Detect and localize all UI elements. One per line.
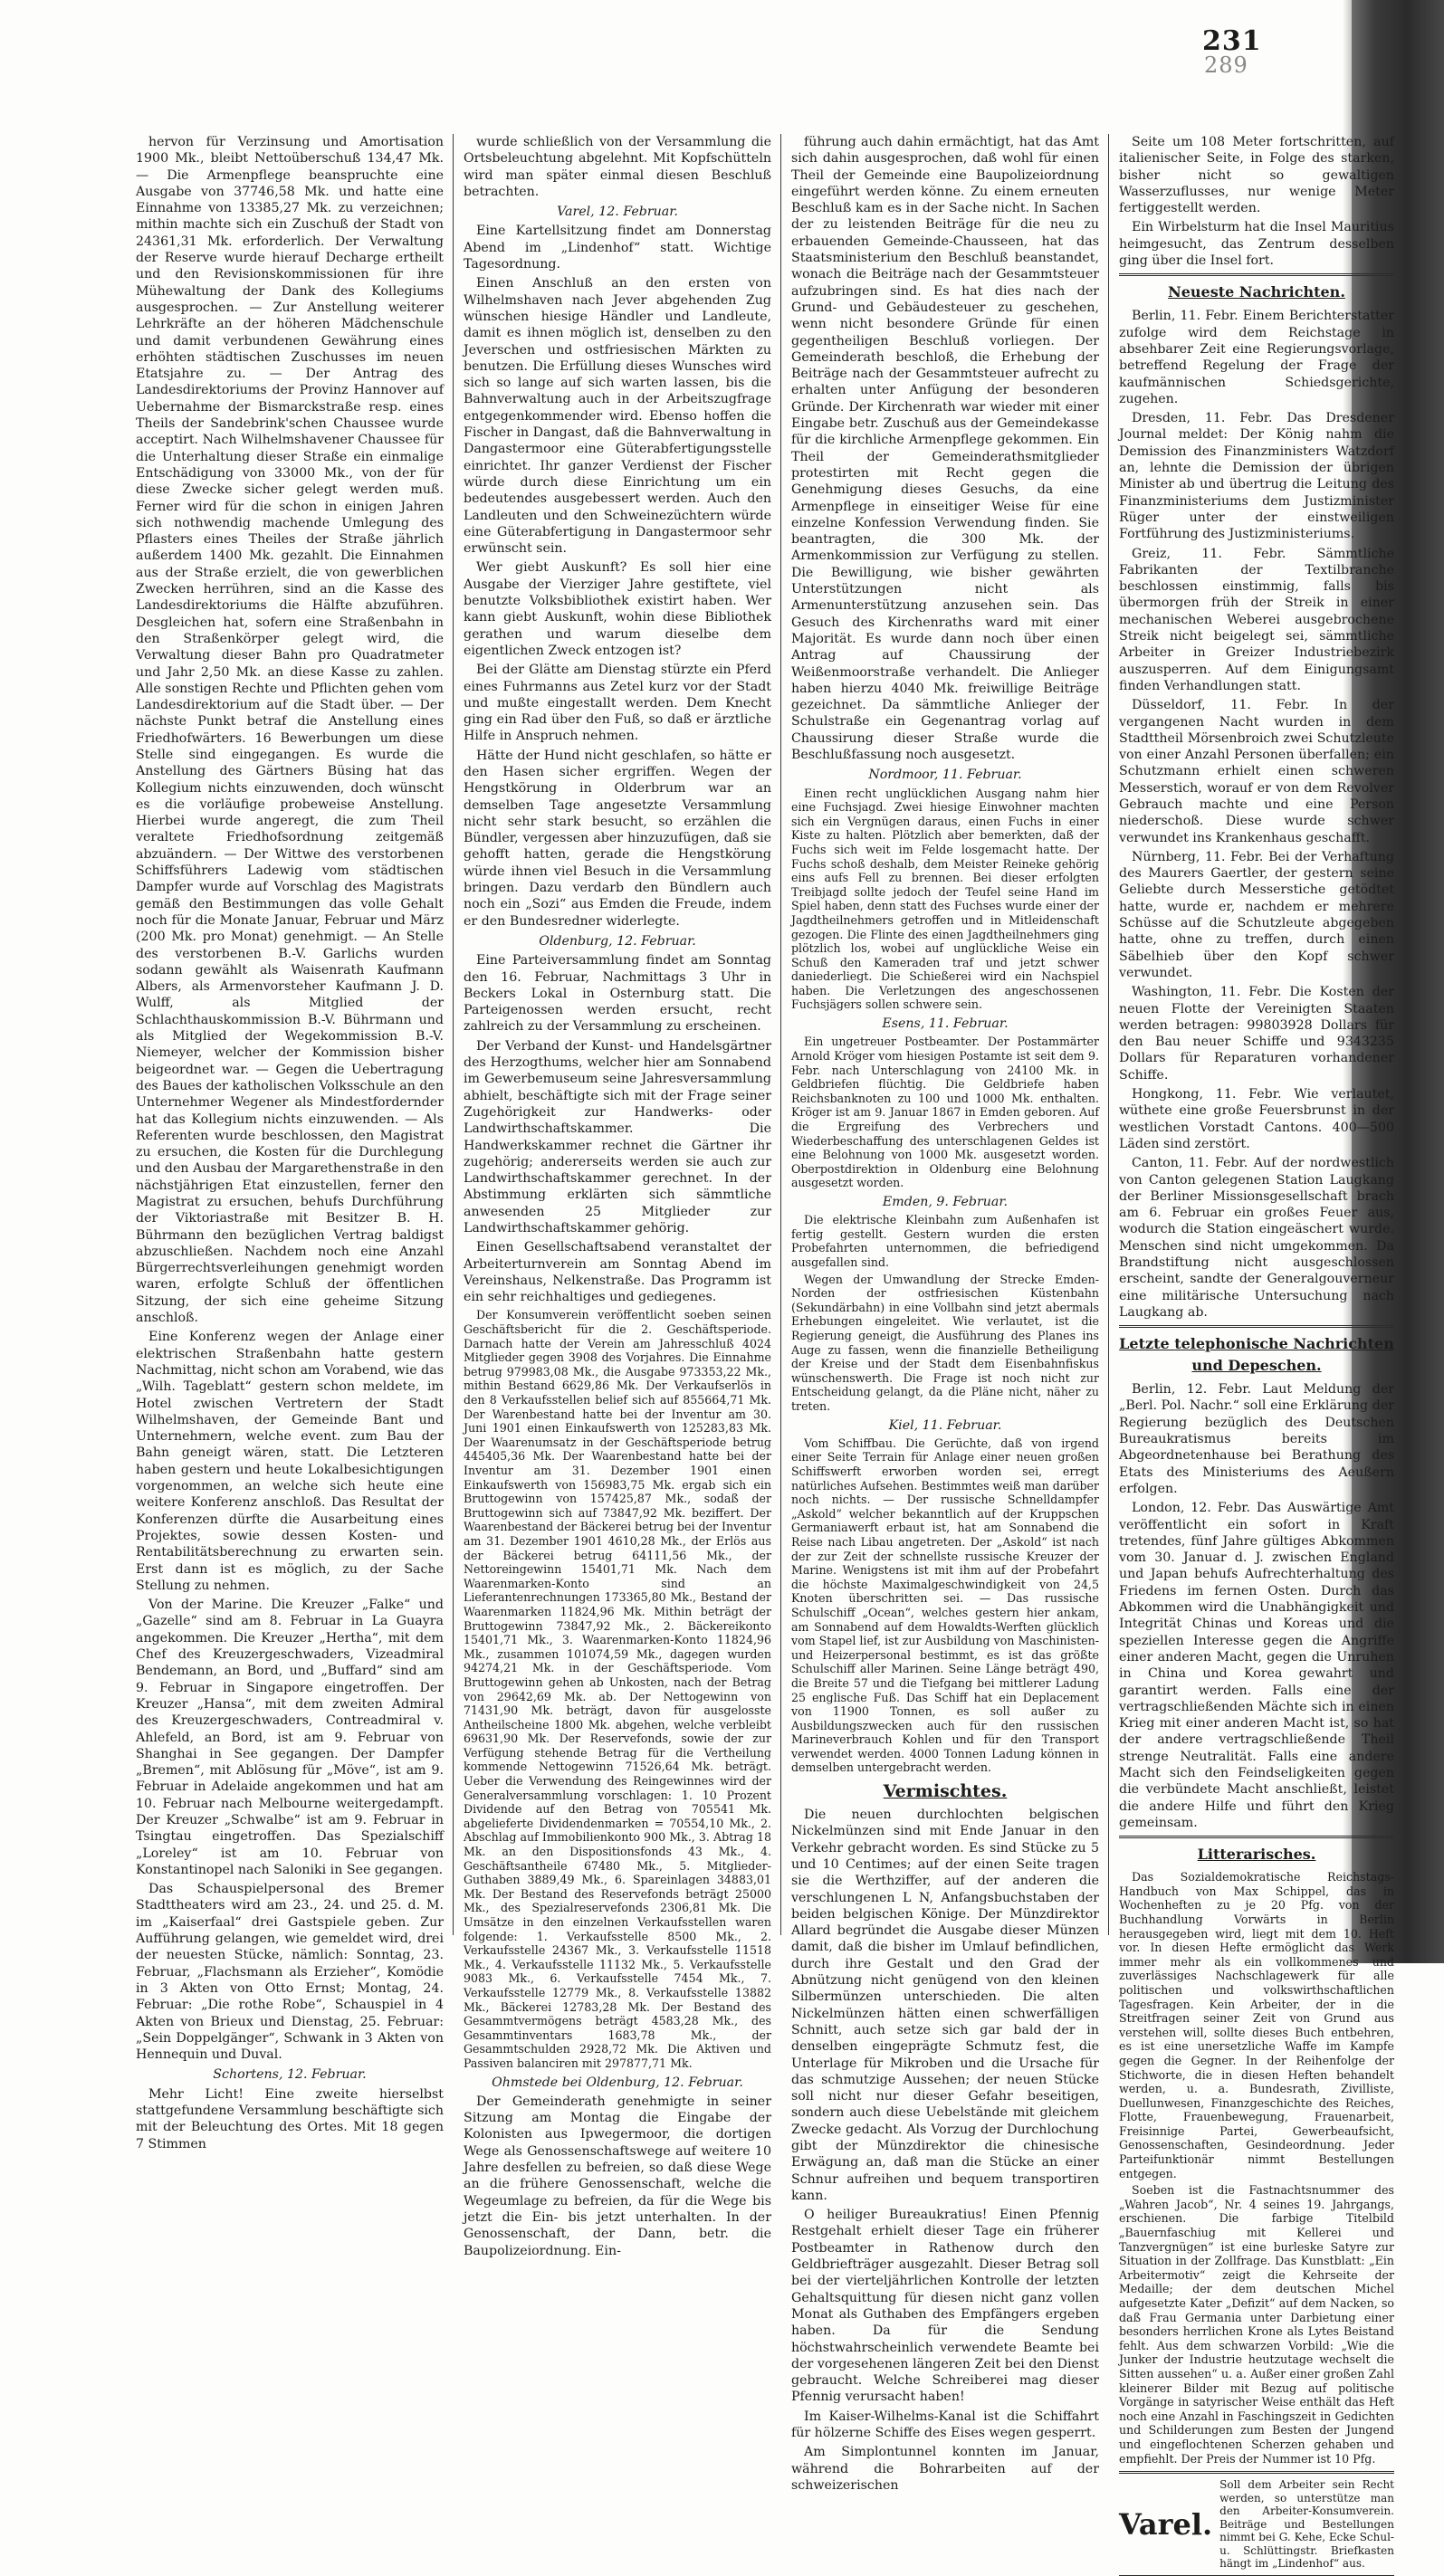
article-paragraph: Der Verband der Kunst- und Handelsgärtner des Herzogthums, welcher hier am Sonnabend im Gewerbemuseum seine Jahresversammlung abhielt, beschäftigte sich mit der Frage seiner Zugehörigkeit zur Handwerks- oder Landwirthschaftskammer. Die Handwerkskammer rechnet die Gärtner ihr zugehörig; andererseits werden sie auch zur Landwirthschaftskammer gerechnet. In der Abstimmung erklärten sich sämmtliche anwesenden 25 Mitglieder zur Landwirthschaftskammer gehörig. — [464, 1038, 771, 1236]
article-paragraph: Mehr Licht! Eine zweite hierselbst stattgefundene Versammlung beschäftigte sich mit der Beleuchtung des Ortes. Mit 18 gegen 7 Stimmen — [136, 2086, 444, 2151]
article-paragraph: Am Simplontunnel konnten im Januar, während die Bohrarbeiten auf der schweizerischen — [791, 2445, 1099, 2493]
section-heading: Vermischtes. — [883, 1781, 1008, 1802]
section-heading: Litterarisches. — [1197, 1846, 1316, 1864]
article-paragraph: Einen Anschluß an den ersten von Wilhelmshaven nach Jever abgehenden Zug wünschen hiesige Händler und Landleute, damit es ihnen möglich ist, denselben zu den Jeverschen und ostfriesischen Märkten zu benutzen. Die Erfüllung dieses Wunsches wird sich so lange auf sich warten lassen, bis die Bahnverwaltung auch in der Arbeitszugfrage entgegenkommender wird. Ebenso hoffen die Fischer in Dangast, daß die Bahnverwaltung in Dangastermoor eine Güterabfertigungsstelle einrichtet. Ihr ganzer Verdienst der Fischer würde durch diese Einrichtung um ein bedeutendes ausgebessert werden. Auch den Landleuten und den Schweinezüchtern würde eine Güterabfertigung in Dangastermoor sehr erwünscht sein. — [464, 276, 771, 557]
dateline: Nordmoor, 11. Februar. — [868, 768, 1022, 783]
advertisement-text: Soll dem Arbeiter sein Recht werden, so unterstütze man den Arbeiter-Konsumverein. Beiträge und Bestellungen nimmt bei G. Kehe, Ecke Schul- u. Schlüttingstr. Briefkasten hängt im „Lindenhof“ aus. — [1219, 2478, 1394, 2571]
article-paragraph: Der Konsumverein veröffentlicht soeben seinen Geschäftsbericht für die 2. Geschäftsperiode. Darnach hatte der Verein am Jahresschluß 4024 Mitglieder gegen 3908 des Vorjahres. Die Einnahme betrug 979983,08 Mk., die Ausgabe 973353,22 Mk., mithin Bestand 6629,86 Mk. Der Verkaufserlös in den 8 Verkaufsstellen belief sich auf 855664,71 Mk. Der Warenbestand hatte bei der Inventur am 30. Juni 1901 einen Einkaufswerth von 125283,83 Mk. Der Waarenumsatz in der Geschäftsperiode betrug 445405,36 Mk. Der Waarenbestand hatte bei der Inventur am 31. Dezember 1901 einen Einkaufswerth von 156983,75 Mk. ergab sich ein Bruttogewinn von 157425,87 Mk., sodaß der Bruttogewinn sich auf 73847,92 Mk. beziffert. Der Waarenbestand der Bäckerei betrug bei der Inventur am 31. Dezember 1901 4610,28 Mk., der Erlös aus der Bäckerei betrug 64111,56 Mk., der Nettoreingewinn 15401,71 Mk. Nach dem Waarenmarken-Konto sind an Lieferantenrechnungen 173365,80 Mk., Bestand der Waarenmarken 11824,96 Mk. Mithin beträgt der Bruttogewinn 73847,92 Mk., 2. Bäckereikonto 15401,71 Mk., 3. Waarenmarken-Konto 11824,96 Mk., zusammen 101074,59 Mk., dagegen wurden 94274,21 Mk. in der Geschäftsperiode. Vom Bruttogewinn gehen ab Unkosten, nach der Betrag von 29642,69 Mk. ab. Der Nettogewinn von 71431,90 Mk. beträgt, davon für ausgelosste Antheilscheine 1800 Mk. abgehen, welche verbleibt 69631,90 Mk. Der Reservefonds, sowie der zur Verfügung stehende Betrag für die Vertheilung kommende Nettogewinn 71526,64 Mk. beträgt. Ueber die Verwendung des Reingewinnes wird der Generalversammlung vorschlagen: 1. 10 Prozent Dividende auf den Betrag von 705541 Mk. abgelieferte Dividendenmarken = 70554,10 Mk., 2. Abschlag auf Immobilienkonto 900 Mk., 3. Abtrag 18 Mk. an den Dispositionsfonds 43 Mk., 4. Geschäftsantheile 67480 Mk., 5. Mitglieder-Guthaben 3889,49 Mk., 6. Spareinlagen 34883,01 Mk. Der Bestand des Reservefonds beträgt 25000 Mk., des Spezialreservefonds 2306,81 Mk. Die Umsätze in den einzelnen Verkaufsstellen waren folgende: 1. Verkaufsstelle 8500 Mk., 2. Verkaufsstelle 24367 Mk., 3. Verkaufsstelle 11518 Mk., 4. Verkaufsstelle 11132 Mk., 5. Verkaufsstelle 9083 Mk., 6. Verkaufsstelle 7454 Mk., 7. Verkaufsstelle 12779 Mk., 8. Verkaufsstelle 13882 Mk., Bäckerei 12783,28 Mk. Der Bestand des Gesammtvermögens beträgt 4583,28 Mk., des Gesammtinventars 1683,78 Mk., der Gesammtschulden 2928,72 Mk. Die Aktiven und Passiven balanciren mit 297877,71 Mk. — [464, 1308, 771, 2070]
section-rule — [1119, 1325, 1394, 1328]
article-paragraph: Einen recht unglücklichen Ausgang nahm hier eine Fuchsjagd. Zwei hiesige Einwohner machten sich ein Vergnügen daraus, einen Fuchs in einer Kiste zu halten. Plötzlich aber bemerkten, daß der Fuchs sich weit im Felde losgemacht hatte. Der Fuchs schoß deshalb, dem Meister Reineke gehörig eins aufs Fell zu brennen. Bei dieser erfolgten Treibjagd sollte jedoch der Teufel seine Hand im Spiel haben, denn statt des Fuchses wurde einer der Jagdtheilnehmers getroffen und in Mitleidenschaft gezogen. Die Flinte des einen Jagdtheilnehmers ging plötzlich los, wobei auf unglückliche Weise ein Schuß den Kameraden traf und jetzt schwer daniederliegt. Die Schießerei wird ein Nachspiel haben. Die Verletzungen des angeschossenen Fuchsjägers sollen schwere sein. — [791, 786, 1099, 1012]
article-paragraph: Im Kaiser-Wilhelms-Kanal ist die Schiffahrt für hölzerne Schiffe des Eises wegen gesperrt. — [791, 2409, 1099, 2441]
dateline: Esens, 11. Februar. — [882, 1016, 1009, 1032]
column-2 — [464, 134, 771, 2258]
article-paragraph: Hätte der Hund nicht geschlafen, so hätte er den Hasen sicher ergriffen. Wegen der Hengstkörung in Olderbrum war an demselben Tage angesetzte Versammlung nicht sehr stark besucht, so erzählen die Bündler, vergessen aber hinzuzufügen, daß sie gehofft hatten, gerade die Hengstkörung würde ihnen viel Besuch in die Versammlung bringen. Dazu verdarb den Bündlern auch noch ein „Sozi“ aus Emden die Freude, indem er den Bundesredner widerlegte. — [464, 748, 771, 929]
article-paragraph: London, 12. Febr. Das Auswärtige Amt veröffentlicht ein sofort in Kraft tretendes, fünf Jahre gültiges Abkommen vom 30. Januar d. J. zwischen England und Japan behufs Aufrechterhaltung des Friedens im fernen Osten. Durch das Abkommen wird die Unabhängigkeit und Integrität Chinas und Koreas und die speziellen Interesse gegen die Angriffe einer anderen Macht, gegen die Unruhen in China und Korea gewahrt und garantirt werden. Falls eine der vertragschließenden Mächte sich in einen Krieg mit einer anderen Macht ist, so hat der andere vertragschließende Theil strenge Neutralität. Falls eine andere Macht sich den Feindseligkeiten gegen die verbündete Macht anschließt, leistet die andere Hilfe und führt den Krieg gemeinsam. — [1119, 1501, 1394, 1830]
article-paragraph: Berlin, 12. Febr. Laut Meldung der „Berl. Pol. Nachr.“ soll eine Erklärung der Regierung bezüglich des Deutschen Bureaukratismus bereits im Abgeordnetenhause bei Berathung des Etats des Ministeriums des Aeußern erfolgen. — [1119, 1382, 1394, 1496]
article-paragraph: Dresden, 11. Febr. Das Dresdener Journal meldet: Der König nahm die Demission des Finanzministers Watzdorf an, lehnte die Demission der übrigen Minister ab und übertrug die Leitung des Finanzministeriums dem Justizminister Rüger unter der einstweiligen Fortführung des Justizministeriums. — [1119, 411, 1394, 542]
dateline: Schortens, 12. Februar. — [213, 2067, 367, 2083]
article-paragraph: wurde schließlich von der Versammlung die Ortsbeleuchtung abgelehnt. Mit Kopfschütteln wird man später einmal diesen Beschluß betrachten. — [464, 135, 771, 199]
column-divider — [453, 134, 454, 1935]
article-paragraph: Washington, 11. Febr. Die Kosten der neuen Flotte der Vereinigten Staaten werden betragen: 99803928 Dollars für den Bau neuer Schiffe und 9343235 Dollars für Reparaturen vorhandener Schiffe. — [1119, 985, 1394, 1083]
article-paragraph: Der Gemeinderath genehmigte in seiner Sitzung am Montag die Eingabe der Kolonisten aus Ipwegermoor, die dortigen Wege als Genossenschaftswege auf weitere 10 Jahre desfellen zu befreien, so daß diese Wege an die frühere Genossenschaft, welche die Wegeumlage zu befreien, da für die Wege bis jetzt die Ein- bis jetzt unterhalten. In der Genossenschaft, der Dann, betr. die Baupolizeiordnung. Ein- — [464, 2094, 771, 2258]
column-divider — [780, 134, 781, 1935]
column-3 — [791, 134, 1100, 2493]
dateline: Ohmstede bei Oldenburg, 12. Februar. — [492, 2075, 743, 2090]
article-paragraph: führung auch dahin ermächtigt, hat das Amt sich dahin ausgesprochen, daß wohl für einen Theil der Gemeinde eine Baupolizeiordnung eingeführt werden könne. Zu einem erneuten Beschluß kam es in der Sache nicht. In Sachen der zu leistenden Beiträge für die neu zu erbauenden Gemeinde-Chausseen, hat das Staatsministerium den Beschluß beanstandet, wonach die Beiträge nach der Gesammtsteuer aufzubringen sind. Es hat dies nach der Grund- und Gebäudesteuer zu geschehen, wenn nicht besondere Gründe für einen gegentheiligen Beschluß vorliegen. Der Gemeinderath beschloß, die Erhebung der Beiträge nach der Gesammtsteuer aufrecht zu erhalten unter Anfügung der besonderen Gründe. Der Kirchenrath war wieder mit einer Eingabe betr. Zuschuß aus der Gemeindekasse für die kirchliche Armenpflege gekommen. Ein Theil der Gemeinderathsmitglieder protestirten mit Recht gegen die Genehmigung dieses Gesuchs, da eine Armenpflege in einseitiger Weise für eine einzelne Konfession Verwendung finden. Sie beantragten, die 300 Mk. der Armenkommission zur Verfügung zu stellen. Die Bewilligung, wie bisher gewährten Unterstützungen nicht als Armenunterstützung anzusehen sein. Das Gesuch des Kirchenraths ward mit einer Majorität. Es wurde dann noch über einen Antrag auf Chaussirung der Weißenmoorstraße verhandelt. Die Anlieger haben hierzu 4040 Mk. freiwillige Beiträge gezeichnet. Da sämmtliche Anlieger der Schulstraße ein Gegenantrag vorlag auf Chaussirung dieser Straße wurde die Beschlußfassung noch ausgesetzt. — [791, 135, 1099, 762]
section-heading: Letzte telephonische Nachrichten und Depeschen. — [1119, 1335, 1394, 1375]
section-rule — [1119, 273, 1394, 276]
article-paragraph: O heiliger Bureaukratius! Einen Pfennig Restgehalt erhielt dieser Tage ein früherer Postbeamter in Rathenow durch den Geldbriefträger ausgezahlt. Dieser Betrag soll bei der vierteljährlichen Kontrolle der letzten Gehaltsquittung für diesen nicht ganz vollen Monat als Guthaben des Empfängers ergeben haben. Da für die Sendung höchstwahrscheinlich verwendete Beamte bei der vorgesehenen längeren Zeit bei den Dienst gebraucht. Welche Schreiberei mag dieser Pfennig verursacht haben! — [791, 2208, 1099, 2405]
article-paragraph: Bei der Glätte am Dienstag stürzte ein Pferd eines Fuhrmanns aus Zetel kurz vor der Stadt und mußte eingestallt werden. Dem Knecht ging ein Rad über den Fuß, so daß er ärztliche Hilfe in Anspruch nehmen. — [464, 663, 771, 744]
article-paragraph: Nürnberg, 11. Febr. Bei der Verhaftung des Maurers Gaertler, der gestern seine Geliebte durch Messerstiche getödtet hatte, wurde er, nachdem er mehrere Schüsse auf die Schutzleute abgegeben hatte, ohne zu treffen, durch einen Säbelhieb über den Kopf schwer verwundet. — [1119, 849, 1394, 980]
article-paragraph: hervon für Verzinsung und Amortisation 1900 Mk., bleibt Nettoüberschuß 134,47 Mk. — Die Armenpflege beanspruchte eine Ausgabe von 37746,58 Mk. und hatte eine Einnahme von 13385,27 Mk. zu verzeichnen; mithin machte sich ein Zuschuß der Stadt von 24361,31 Mk. erforderlich. Der Verwaltung der Reserve wurde hierauf Decharge ertheilt und den Revisionskommissionen für ihre Mühewaltung der Dank des Kollegiums ausgesprochen. — Zur Anstellung weiterer Lehrkräfte an der höheren Mädchenschule und damit verbundenen Gewährung eines erhöhten städtischen Zuschusses im neuen Etatsjahre zu. — Der Antrag des Landesdirektoriums der Provinz Hannover auf Uebernahme der Bismarckstraße resp. eines Theils der Sandebrink'schen Chaussee wurde acceptirt. Nach Wilhelmshavener Chaussee für die Unterhaltung dieser Straße ein einmalige Entschädigung von 33000 Mk., von der für diese Zwecke sicher gelegt werden muß. Ferner wird für die schon in einigen Jahren sich nothwendig machende Umlegung des Pflasters eines Theiles der Straße jährlich außerdem 1400 Mk. gezahlt. Die Einnahmen aus der Straße erzielt, die von gewerblichen Zwecken herrühren, sind an die Kasse des Landesdirektoriums die Hälfte abzuführen. Desgleichen hat, sofern eine Straßenbahn in den Straßenkörper gelegt wird, die Verwaltung dieser Bahn pro Quadratmeter und Jahr 2,50 Mk. an diese Kasse zu zahlen. Alle sonstigen Rechte und Pflichten gehen vom Landesdirektorium auf die Stadt über. — Der nächste Punkt betraf die Anstellung eines Friedhofwärters. 16 Bewerbungen um diese Stelle sind eingegangen. Es wurde die Anstellung des Gärtners Büsing hat das Kollegium nichts einzuwenden, doch wünscht es die vorläufige probeweise Anstellung. Hierbei wurde angeregt, die zum Theil veraltete Friedhofsordnung zeitgemäß abzuändern. — Der Wittwe des verstorbenen Schiffsführers Ladewig vom städtischen Dampfer wurde auf Vorschlag des Magistrats gemäß den Bestimmungen das volle Gehalt noch für die Monate Januar, Februar und März (200 Mk. pro Monat) genehmigt. — An Stelle des verstorbenen B.-V. Garlichs wurden sodann gewählt als Waisenrath Kaufmann Albers, als Armenvorsteher Kaufmann J. D. Wulff, als Mitglied der Schlachthauskommission B.-V. Bührmann und als Mitglied der Wegekommission B.-V. Niemeyer, welcher der Kommission bisher beigeordnet war. — Gegen die Uebertragung des Baues der katholischen Volksschule an den Unternehmer Wegener als Mindestfordernder hat das Kollegium nichts einzuwenden. — Als Referenten wurde beschlossen, den Magistrat zu ersuchen, die Kosten für die Durchlegung und den Ausbau der Margarethenstraße in den nächstjährigen Etat einzustellen, ferner den Magistrat zu ersuchen, behufs Durchführung der Viktoriastraße mit Besitzer B. H. Bührmann den bezüglichen Vertrag baldigst abzuschließen. Nachdem noch eine Anzahl Bürgerrechtsverleihungen genehmigt worden waren, erfolgte Schluß der öffentlichen Sitzung, der sich eine geheime Sitzung anschloß. — [136, 135, 444, 1326]
page-number: 231 — [1202, 25, 1262, 57]
dateline: Varel, 12. Februar. — [557, 205, 678, 220]
article-paragraph: Die elektrische Kleinbahn zum Außenhafen ist fertig gestellt. Gestern wurden die ersten Probefahrten unternommen, die befriedigend ausgefallen sind. — [791, 1213, 1099, 1269]
article-paragraph: Wegen der Umwandlung der Strecke Emden-Norden der ostfriesischen Küstenbahn (Sekundärbahn) in eine Vollbahn sind jetzt abermals Erhebungen eingeleitet. Wie verlautet, ist die Regierung geneigt, die Ausführung des Planes ins Auge zu fassen, wenn die finanzielle Betheiligung der Kreise und der Stadt dem Eisenbahnfiskus wünschenswerth. Die Frage ist noch nicht zur Entscheidung gelangt, da die Pläne nicht, näher zu treten. — [791, 1272, 1099, 1413]
article-paragraph: Hongkong, 11. Febr. Wie verlautet, wüthete eine große Feuersbrunst in der westlichen Vorstadt Cantons. 400—500 Läden sind zerstört. — [1119, 1087, 1394, 1151]
section-heading: Neueste Nachrichten. — [1168, 283, 1345, 301]
column-divider — [1108, 134, 1109, 1935]
article-paragraph: Eine Kartellsitzung findet am Donnerstag Abend im „Lindenhof“ statt. Wichtige Tagesordnung. — [464, 224, 771, 272]
article-paragraph: Seite um 108 Meter fortschritten, auf italienischer Seite, in Folge des starken, bisher nicht so gewaltigen Wasserzuflusses, nur wenige Meter fertiggestellt werden. — [1119, 135, 1394, 216]
article-paragraph: Canton, 11. Febr. Auf der nordwestlich von Canton gelegenen Station Laugkang der Berliner Missionsgesellschaft brach am 6. Februar ein großes Feuer aus, wodurch die Station eingeäschert wurde. Menschen sind nicht umgekommen. Da Brandstiftung nicht ausgeschlossen erscheint, sandte der Generalgouverneur eine militärische Untersuchung nach Laugkang ab. — [1119, 1156, 1394, 1320]
dateline: Oldenburg, 12. Februar. — [539, 933, 696, 949]
article-paragraph: Berlin, 11. Febr. Einem Berichterstatter zufolge wird dem Reichstage in absehbarer Zeit eine Regierungsvorlage, betreffend Regelung der Frage der kaufmännischen Schiedsgerichte, zugehen. — [1119, 309, 1394, 406]
article-paragraph: Ein ungetreuer Postbeamter. Der Postammärter Arnold Kröger vom hiesigen Postamte ist seit dem 9. Febr. nach Unterschlagung von 24100 Mk. in Geldbriefen flüchtig. Die Geldbriefe haben Reichsbanknoten zu 100 und 1000 Mk. enthalten. Kröger ist am 9. Januar 1867 in Emden geboren. Auf die Ergreifung des Verbrechers und Wiederbeschaffung des unterschlagenen Geldes ist eine Belohnung von 1000 Mk. ausgesetzt worden. Oberpostdirektion in Oldenburg eine Belohnung ausgesetzt worden. — [791, 1035, 1099, 1190]
article-paragraph: Einen Gesellschaftsabend veranstaltet der Arbeiterturnverein am Sonntag Abend im Vereinshaus, Nelkenstraße. Das Programm ist ein sehr reichhaltiges und gediegenes. — [464, 1240, 771, 1305]
article-paragraph: Das Sozialdemokratische Reichstags-Handbuch von Max Schippel, das in Wochenheften zu je 20 Pfg. von der Buchhandlung Vorwärts in Berlin herausgegeben wird, liegt mit dem 10. Heft vor. In diesen Hefte ermöglicht das Werk immer mehr als ein vollkommenes und zuverlässiges Nachschlagewerk für alle politischen und volkswirthschaftlichen Tagesfragen. Kein Arbeiter, der in die Streitfragen seiner Zeit von Grund aus verstehen will, sollte dieses Buch entbehren, es ist eine unersetzliche Waffe im Kampfe gegen die Gegner. In der Reihenfolge der Stichworte, die in diesen Heften behandelt werden, u. a. Bundesrath, Zivilliste, Duellunwesen, Finanzgeschichte des Reiches, Flotte, Frauenbewegung, Frauenarbeit, Freisinnige Partei, Gewerbeaufsicht, Genossenschaften, Gesindeordnung. Jeder Parteifunktionär nimmt Bestellungen entgegen. — [1119, 1870, 1394, 2180]
article-paragraph: Die neuen durchlochten belgischen Nickelmünzen sind mit Ende Januar in den Verkehr gebracht worden. Es sind Stücke zu 5 und 10 Centimes; auf der einen Seite tragen sie die Werthziffer, auf der anderen die verschlungenen L N, Anfangsbuchstaben der beiden belgischen Könige. Der Münzdirektor Allard begründet die Ausgabe dieser Münzen damit, daß die bisher im Umlauf befindlichen, durch ihre Gestalt und den Grad der Abnützung nicht genügend von den kleinen Silbermünzen unterschieden. Die alten Nickelmünzen hätten einen schwerfälligen Schnitt, auch setze sich gar bald der in denselben eingeprägte Schmutz fest, die Unterlage für Mikroben und die Ursache für das schmutzige Aussehen; der neuen Stücke soll nicht nur dieser Gefahr beseitigen, sondern auch diese Uebelstände mit gleichem Zwecke gedacht. Als Vorzug der Durchlochung gibt der Münzdirektor die chinesische Erwägung an, daß man die Stücke an einer Schnur aufreihen und bequem transportiren kann. — [791, 1808, 1099, 2203]
article-paragraph: Ein Wirbelsturm hat die Insel Mauritius heimgesucht, das Zentrum desselben ging über die Insel fort. — [1119, 220, 1394, 269]
article-paragraph: Vom Schiffbau. Die Gerüchte, daß von irgend einer Seite Terrain für Anlage einer neuen großen Schiffswerft erworben worden sei, erregt natürliches Aufsehen. Bestimmtes weiß man darüber noch nichts. — Der russische Schnelldampfer „Askold“ welcher bekanntlich auf der Kruppschen Germaniawerft erbaut ist, hat am Sonnabend die Reise nach Libau angetreten. Der „Askold“ ist nach der zur Zeit der schnellste russische Kreuzer der Marine. Wenigstens ist mit ihm auf der Probefahrt die höchste Maximalgeschwindigkeit von 24,5 Knoten überschritten sei. — Das russische Schulschiff „Ocean“, welches gestern hier ankam, am Sonnabend auf dem Howaldts-Werften glücklich vom Stapel lief, ist zur Ausbildung von Maschinisten- und Heizerpersonal bestimmt, es ist das größte Schulschiff aller Marinen. Seine Länge beträgt 490, die Breite 57 und die Tiefgang bei mittlerer Ladung 25 englische Fuß. Das Schiff hat ein Deplacement von 11900 Tonnen, es soll außer zu Ausbildungszwecken auch für den russischen Marineverbrauch Kohlen und für den Transport verwendet werden. 4000 Tonnen Ladung können in demselben untergebracht werden. — [791, 1436, 1100, 1775]
dateline: Emden, 9. Februar. — [882, 1194, 1009, 1209]
article-paragraph: Greiz, 11. Febr. Sämmtliche Fabrikanten der Textilbranche beschlossen einstimmig, falls bis übermorgen früh der Streik in einer mechanischen Weberei ausgebrochene Streik nicht beigelegt sei, sämmtliche Arbeiter in Greizer Industriebezirk auszusperren. Auf dem Einigungsamt finden Verhandlungen statt. — [1119, 546, 1394, 693]
article-paragraph: Wer giebt Auskunft? Es soll hier eine Ausgabe der Vierziger Jahre gestiftete, viel benutzte Volksbibliothek existirt haben. Wer kann giebt Auskunft, wohin diese Bibliothek gerathen und warum dieselbe dem eigentlichen Zweck entzogen ist? — [464, 560, 771, 658]
advertisement-place-name: Varel. — [1119, 2506, 1213, 2542]
article-paragraph: Eine Konferenz wegen der Anlage einer elektrischen Straßenbahn hatte gestern Nachmittag, nicht schon am Vorabend, wie das „Wilh. Tageblatt“ gestern schon meldete, im Hotel zwischen Vertretern der Stadt Wilhelmshaven, der Gemeinde Bant und Unternehmern, welche event. zum Bau der Bahn geneigt wären, statt. Die Letzteren haben gestern und heute Lokalbesichtigungen vorgenommen, an welche sich heute eine weitere Konferenz anschloß. Das Resultat der Konferenzen dürfte die Ausarbeitung eines Projektes, sowie dessen Kosten- und Rentabilitätsberechnung zu erwarten sein. Erst dann ist es möglich, zu der Sache Stellung zu nehmen. — [136, 1330, 444, 1593]
article-paragraph: Eine Parteiversammlung findet am Sonntag den 16. Februar, Nachmittags 3 Uhr in Beckers Lokal in Osternburg statt. Die Parteigenossen werden ersucht, recht zahlreich zu der Versammlung zu erscheinen. — [464, 953, 771, 1035]
section-rule — [1119, 1836, 1394, 1838]
article-paragraph: Soeben ist die Fastnachtsnummer des „Wahren Jacob“, Nr. 4 seines 19. Jahrgangs, erschienen. Die farbige Titelbild „Bauernfaschiug mit Kellerei und Tanzvergnügen“ ist eine burleske Satyre zur Situation in der Zollfrage. Das Kunstblatt: „Ein Arbeitermotiv“ zeigt die Kehrseite der Medaille; der dem deutschen Michel aufgesetzte Kater „Defizit“ auf dem Nacken, so daß Frau Germania unter Darbietung einer besonders herrlichen Krone als Lytes Beistand fehlt. Aus dem schwarzen Vorbild: „Wie die Junker der Industrie heutzutage wechselt die Sitten aussehen“ u. a. Außer einer großen Zahl kleinerer Bilder mit Bezug auf politische Vorgänge in satyrischer Weise enthält das Heft noch eine Anzahl in Faschingszeit in Gedichten und Schilderungen zum Besten der Jungend und eingeflochtenen Scherzen gehaben und empfiehlt. Der Preis der Nummer ist 10 Pfg. — [1119, 2183, 1394, 2466]
column-1 — [136, 134, 444, 2151]
old-page-number: 289 — [1204, 52, 1248, 78]
column-4 — [1119, 134, 1394, 2571]
advertisement-box — [1119, 2471, 1394, 2576]
dateline: Kiel, 11. Februar. — [888, 1417, 1002, 1433]
article-paragraph: Düsseldorf, 11. Febr. In der vergangenen Nacht wurden in dem Stadttheil Mörsenbroich zwei Schutzleute von einer Anzahl Personen überfallen; ein Schutzmann erhielt einen schweren Messerstich, worauf er von dem Revolver Gebrauch machte und eine Person niederschoß. Diese wurde schwer verwundet ins Krankenhaus geschafft. — [1119, 698, 1394, 845]
article-paragraph: Das Schauspielpersonal des Bremer Stadttheaters wird am 23., 24. und 25. d. M. im „Kaiserfaal“ drei Gastspiele geben. Zur Aufführung gelangen, wie gemeldet wird, drei der neuesten Stücke, nämlich: Sonntag, 23. Februar, „Flachsmann als Erzieher“, Komödie in 3 Akten von Otto Ernst; Montag, 24. Februar: „Die rothe Robe“, Schauspiel in 4 Akten von Brieux und Dienstag, 25. Februar: „Sein Doppelgänger“, Schwank in 3 Akten von Hennequin und Duval. — [136, 1882, 444, 2063]
article-paragraph: Von der Marine. Die Kreuzer „Falke“ und „Gazelle“ sind am 8. Februar in La Guayra angekommen. Die Kreuzer „Hertha“, mit dem Chef des Kreuzergeschwaders, Vizeadmiral Bendemann, an Bord, und „Buffard“ sind am 9. Februar in Singapore eingetroffen. Der Kreuzer „Hansa“, mit dem zweiten Admiral des Kreuzergeschwaders, Contreadmiral v. Ahlefeld, an Bord, ist am 9. Februar von Shanghai in See gegangen. Der Dampfer „Bremen“, mit Ablösung für „Möve“, ist am 9. Februar in Adelaide angekommen und hat am 10. Februar nach Melbourne weitergedampft. Der Kreuzer „Schwalbe“ ist am 9. Februar in Tsingtau eingetroffen. Das Spezialschiff „Loreley“ ist am 10. Februar von Konstantinopel nach Saloniki in See gegangen. — [136, 1598, 444, 1877]
